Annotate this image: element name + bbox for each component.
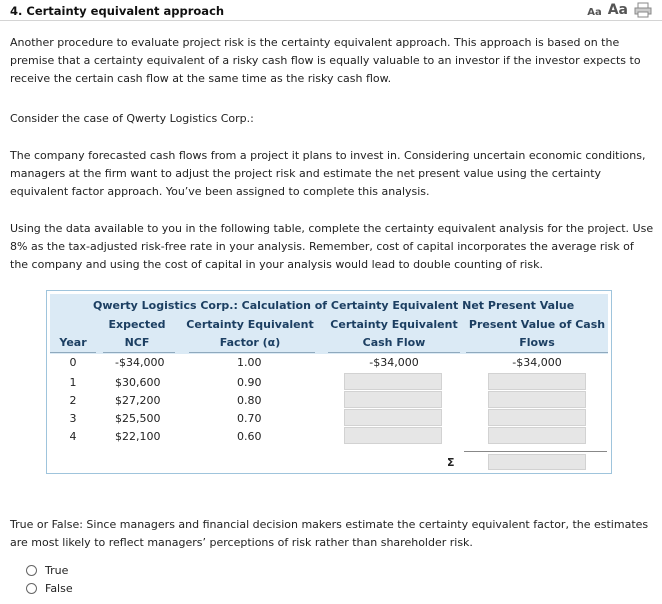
col-factor-header-1: Certainty Equivalent [186,318,314,331]
option-true[interactable] [26,564,68,577]
cell-year: 4 [69,430,77,443]
print-icon[interactable] [634,2,652,18]
cell-year: 2 [69,394,77,407]
scenario-paragraph: The company forecasted cash flows from a project it plans to invest in. Considering uncertain economic conditions, managers at the firm want to adjust the project risk and estimate the net present value using the certainty equivalent factor approach. You’ve been assigned to complete this analysis. [10,149,646,198]
col-pv-header-1: Present Value of Cash [468,318,606,331]
npv-sum-input[interactable] [488,454,586,470]
question-title: 4. Certainty equivalent approach [10,4,225,18]
toolbar [587,2,652,18]
title-divider [0,20,662,21]
cell-ncf: $25,500 [115,412,161,425]
option-false[interactable] [26,582,73,595]
cell-factor: 1.00 [237,356,262,369]
col-factor-header-2: Factor (α) [219,336,281,349]
pv-input[interactable] [488,409,586,426]
col-pv-header-2: Flows [519,336,555,349]
cecf-input[interactable] [344,373,442,390]
cell-pv: -$34,000 [512,356,562,369]
cell-ncf: -$34,000 [115,356,165,369]
header-rule [50,352,96,353]
intro-paragraph: Another procedure to evaluate project risk is the certainty equivalent approach. This approach is based on the premise that a certainty equivalent of a risky cash flow is equally valuable to an investor if the investor expects to receive the certain cash flow at the same time as the risky cash flow. [10,36,641,85]
radio-button[interactable] [26,565,37,576]
header-rule [328,352,460,353]
option-label: True [45,564,69,577]
table-title: Qwerty Logistics Corp.: Calculation of Certainty Equivalent Net Present Value [93,299,575,312]
option-label: False [45,582,73,595]
header-rule [189,352,315,353]
ce-npv-table [46,290,612,474]
true-false-question: True or False: Since managers and financial decision makers estimate the certainty equivalent factor, the estimates are most likely to reflect managers’ perceptions of risk rather than shareholder risk. [10,518,649,549]
cell-factor: 0.70 [237,412,262,425]
sum-rule [464,451,607,452]
cecf-input[interactable] [344,409,442,426]
col-ncf-header-2: NCF [124,336,150,349]
radio-button[interactable] [26,583,37,594]
cell-cecf: -$34,000 [369,356,419,369]
col-cecf-header-1: Certainty Equivalent [330,318,458,331]
cell-ncf: $30,600 [115,376,161,389]
cell-ncf: $22,100 [115,430,161,443]
pv-input[interactable] [488,373,586,390]
col-cecf-header-2: Cash Flow [362,336,426,349]
cell-year: 3 [69,412,77,425]
cell-factor: 0.90 [237,376,262,389]
header-rule [466,352,608,353]
cell-ncf: $27,200 [115,394,161,407]
cecf-input[interactable] [344,391,442,408]
cecf-input[interactable] [344,427,442,444]
cell-factor: 0.80 [237,394,262,407]
cell-year: 1 [69,376,77,389]
pv-input[interactable] [488,391,586,408]
pv-input[interactable] [488,427,586,444]
col-ncf-header-1: Expected [108,318,166,331]
cell-factor: 0.60 [237,430,262,443]
sum-symbol: Σ [447,456,455,469]
font-increase-button[interactable]: Aa [607,2,628,18]
header-rule [103,352,175,353]
font-decrease-button[interactable]: Aa [587,7,602,18]
instructions-paragraph: Using the data available to you in the following table, complete the certainty equivalent analysis for the project. Use 8% as the tax-adjusted risk-free rate in your analysis. Remember, cost of capital incorporates the average risk of the company and using the cost of capital in your analysis would lead to double counting of risk. [10,222,654,271]
col-year-header: Year [59,336,87,349]
cell-year: 0 [69,356,77,369]
case-paragraph: Consider the case of Qwerty Logistics Corp.: [10,112,254,125]
